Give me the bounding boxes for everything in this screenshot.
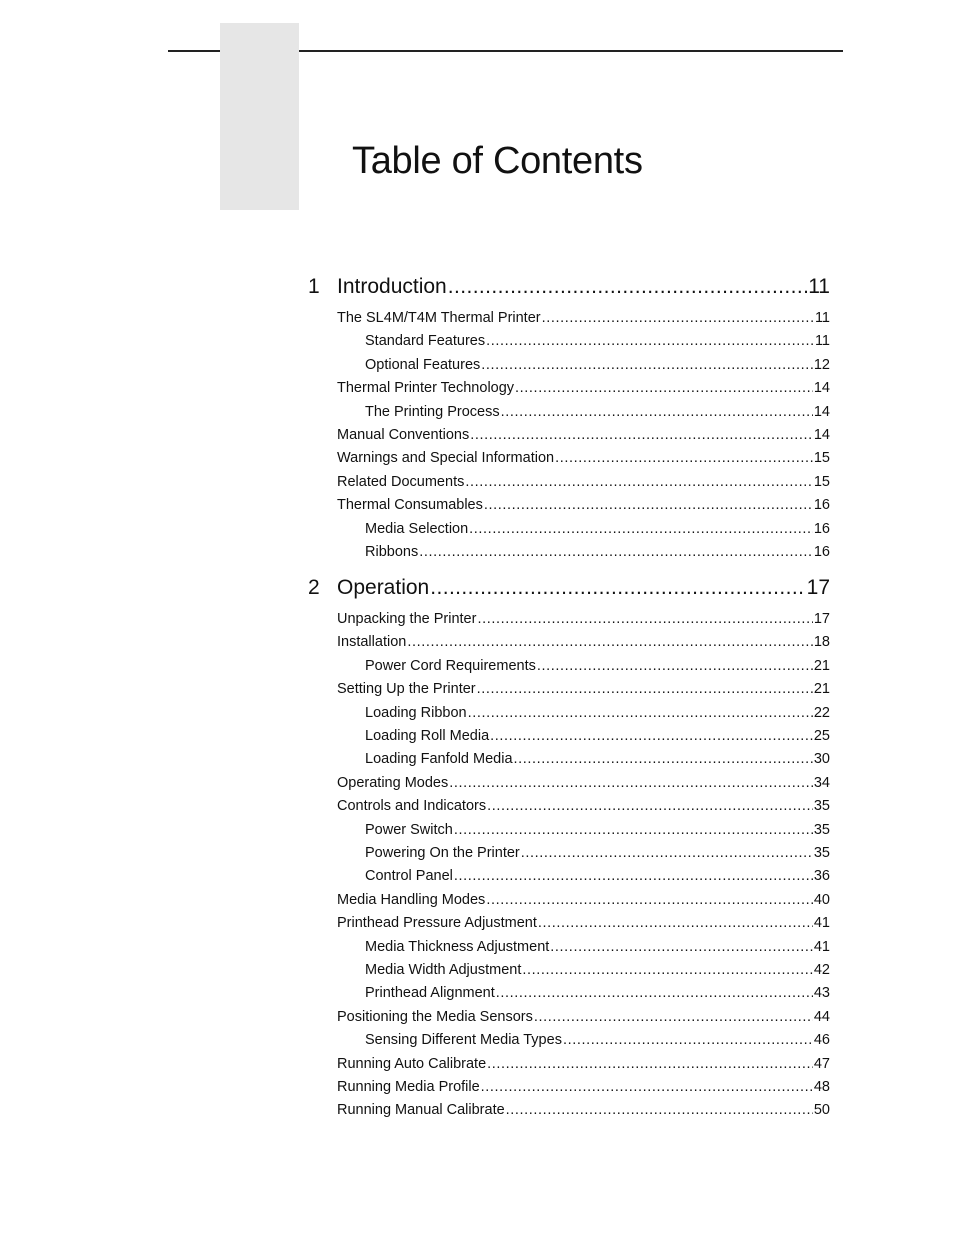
toc-entry[interactable] bbox=[337, 425, 830, 445]
toc-entry-label: Media Width Adjustment bbox=[365, 962, 522, 978]
toc-page-number: 17 bbox=[806, 576, 830, 599]
toc-entry[interactable] bbox=[365, 937, 830, 957]
toc-page-number: 35 bbox=[813, 821, 830, 838]
toc-entry-label: Power Cord Requirements bbox=[365, 657, 536, 674]
dot-leader bbox=[407, 632, 813, 652]
toc-entry[interactable] bbox=[365, 542, 830, 562]
toc-page-number: 18 bbox=[813, 634, 830, 651]
toc-page-number: 44 bbox=[813, 1008, 830, 1025]
toc-entry-label: Running Manual Calibrate bbox=[337, 1102, 505, 1119]
toc-entry-label: Running Auto Calibrate bbox=[337, 1055, 487, 1072]
dot-leader bbox=[514, 749, 813, 769]
chapter-tab-block bbox=[220, 23, 299, 210]
dot-leader bbox=[490, 726, 813, 746]
toc-entry-label: Powering On the Printer bbox=[365, 845, 520, 861]
toc-entry[interactable] bbox=[337, 609, 830, 629]
toc-page-number: 34 bbox=[813, 774, 830, 791]
toc-entry[interactable] bbox=[365, 960, 830, 980]
toc-page-number: 50 bbox=[813, 1102, 830, 1119]
dot-leader bbox=[538, 913, 813, 933]
toc-entry-label: Optional Features bbox=[365, 356, 481, 373]
toc-entry[interactable] bbox=[365, 355, 830, 375]
dot-leader bbox=[487, 1054, 813, 1074]
toc-entry[interactable] bbox=[337, 308, 830, 328]
header-rule-left bbox=[168, 50, 220, 52]
toc-page-number: 30 bbox=[813, 751, 830, 768]
toc-page-number: 40 bbox=[813, 891, 830, 908]
toc-entry-label: Controls and Indicators bbox=[337, 798, 487, 815]
toc-entry[interactable] bbox=[337, 679, 830, 699]
toc-entry[interactable] bbox=[365, 843, 830, 863]
toc-entry[interactable] bbox=[365, 402, 830, 422]
page-title: Table of Contents bbox=[352, 140, 643, 182]
toc-entry-label: Media Selection bbox=[365, 520, 469, 537]
toc-entry[interactable] bbox=[365, 820, 830, 840]
dot-leader bbox=[496, 983, 813, 1003]
toc-entry[interactable] bbox=[337, 1054, 830, 1074]
toc-entry-label: The SL4M/T4M Thermal Printer bbox=[337, 310, 541, 326]
dot-leader bbox=[419, 542, 813, 562]
toc-page-number: 41 bbox=[813, 915, 830, 932]
toc-entry[interactable] bbox=[337, 495, 830, 515]
dot-leader bbox=[481, 355, 813, 375]
dot-leader bbox=[477, 609, 812, 629]
toc-page-number: 16 bbox=[813, 497, 830, 514]
toc-entry-label: Thermal Consumables bbox=[337, 497, 483, 514]
toc-entry[interactable] bbox=[365, 331, 830, 351]
toc-entry-label: Manual Conventions bbox=[337, 427, 470, 443]
toc-entry[interactable] bbox=[365, 749, 830, 769]
toc-page-number: 21 bbox=[813, 657, 830, 674]
toc-entry-label: Installation bbox=[337, 634, 407, 651]
toc-page-number: 35 bbox=[813, 798, 830, 815]
toc-page-number: 11 bbox=[814, 333, 830, 350]
dot-leader bbox=[454, 866, 813, 886]
toc-entry-label: Operating Modes bbox=[337, 774, 449, 791]
dot-leader bbox=[465, 472, 813, 492]
toc-page-number: 47 bbox=[813, 1055, 830, 1072]
toc-entry-label: Loading Ribbon bbox=[365, 704, 467, 721]
toc-page-number: 17 bbox=[813, 611, 830, 627]
dot-leader bbox=[515, 378, 813, 398]
toc-page-number: 15 bbox=[813, 473, 830, 490]
toc-page-number: 42 bbox=[813, 962, 830, 978]
toc-entry[interactable] bbox=[337, 448, 830, 468]
toc-entry[interactable] bbox=[337, 913, 830, 933]
toc-entry[interactable] bbox=[337, 773, 830, 793]
dot-leader bbox=[468, 703, 813, 723]
dot-leader bbox=[534, 1007, 813, 1027]
toc-entry[interactable] bbox=[365, 1030, 830, 1050]
dot-leader bbox=[521, 843, 813, 863]
toc-entry-label: The Printing Process bbox=[365, 403, 500, 420]
dot-leader bbox=[486, 890, 813, 910]
toc-entry[interactable] bbox=[365, 656, 830, 676]
dot-leader bbox=[469, 519, 813, 539]
dot-leader bbox=[487, 796, 813, 816]
toc-page-number: 22 bbox=[813, 704, 830, 721]
toc-page-number: 41 bbox=[813, 938, 830, 955]
toc-entry-label: Media Thickness Adjustment bbox=[365, 938, 550, 955]
dot-leader bbox=[448, 274, 807, 300]
dot-leader bbox=[481, 1077, 813, 1097]
toc-entry[interactable] bbox=[337, 472, 830, 492]
toc-page-number: 12 bbox=[813, 356, 830, 373]
toc-entry-label: Warnings and Special Information bbox=[337, 450, 555, 467]
toc-entry-label: Ribbons bbox=[365, 544, 419, 560]
toc-entry-label: Control Panel bbox=[365, 868, 453, 885]
toc-entry[interactable] bbox=[365, 983, 830, 1003]
dot-leader bbox=[449, 773, 813, 793]
toc-chapter[interactable] bbox=[337, 575, 830, 601]
toc-entry[interactable] bbox=[337, 378, 830, 398]
dot-leader bbox=[563, 1030, 813, 1050]
toc-entry-label: Printhead Alignment bbox=[365, 985, 495, 1002]
toc-page-number: 21 bbox=[813, 681, 830, 698]
toc-chapter-number: 1 bbox=[308, 275, 320, 298]
toc-entry[interactable] bbox=[365, 866, 830, 886]
toc-entry[interactable] bbox=[337, 632, 830, 652]
dot-leader bbox=[522, 960, 813, 980]
dot-leader bbox=[430, 575, 805, 601]
toc-page-number: 11 bbox=[808, 275, 830, 298]
toc-entry-label: Sensing Different Media Types bbox=[365, 1032, 562, 1049]
toc-page-number: 16 bbox=[813, 544, 830, 560]
dot-leader bbox=[501, 402, 813, 422]
toc-entry-label: Power Switch bbox=[365, 821, 453, 838]
toc-chapter[interactable] bbox=[337, 274, 830, 300]
toc-entry[interactable] bbox=[337, 1077, 830, 1097]
toc-page-number: 25 bbox=[813, 728, 830, 744]
toc-entry[interactable] bbox=[365, 519, 830, 539]
toc-entry-label: Printhead Pressure Adjustment bbox=[337, 915, 537, 932]
toc-page-number: 46 bbox=[813, 1032, 830, 1049]
toc-page-number: 36 bbox=[813, 868, 830, 885]
dot-leader bbox=[555, 448, 813, 468]
toc-entry-label: Operation bbox=[337, 576, 430, 599]
toc-entry-label: Media Handling Modes bbox=[337, 891, 486, 908]
toc-entry[interactable] bbox=[337, 1007, 830, 1027]
toc-page-number: 14 bbox=[813, 427, 830, 443]
dot-leader bbox=[537, 656, 813, 676]
toc-page-number: 43 bbox=[813, 985, 830, 1002]
toc-page-number: 11 bbox=[814, 310, 830, 326]
toc-entry-label: Loading Roll Media bbox=[365, 728, 490, 744]
dot-leader bbox=[470, 425, 813, 445]
toc-entry-label: Positioning the Media Sensors bbox=[337, 1008, 533, 1025]
toc-page-number: 14 bbox=[813, 380, 830, 397]
dot-leader bbox=[484, 495, 813, 515]
toc-entry-label: Loading Fanfold Media bbox=[365, 751, 513, 768]
dot-leader bbox=[506, 1100, 813, 1120]
toc-entry-label: Standard Features bbox=[365, 333, 486, 350]
toc-entry-label: Running Media Profile bbox=[337, 1079, 480, 1095]
toc-entry-label: Thermal Printer Technology bbox=[337, 380, 515, 397]
dot-leader bbox=[477, 679, 813, 699]
toc-entry[interactable] bbox=[337, 890, 830, 910]
toc-page-number: 16 bbox=[813, 520, 830, 537]
toc-entry[interactable] bbox=[337, 796, 830, 816]
toc-entry-label: Introduction bbox=[337, 275, 447, 298]
toc-entry[interactable] bbox=[365, 703, 830, 723]
toc-entry-label: Setting Up the Printer bbox=[337, 681, 476, 698]
toc-page-number: 35 bbox=[813, 845, 830, 861]
toc-page-number: 15 bbox=[813, 450, 830, 467]
header-rule-right bbox=[299, 50, 843, 52]
toc-entry-label: Related Documents bbox=[337, 473, 465, 490]
dot-leader bbox=[454, 820, 813, 840]
dot-leader bbox=[550, 937, 813, 957]
toc-entry[interactable] bbox=[365, 726, 830, 746]
toc-page-number: 14 bbox=[813, 403, 830, 420]
toc-entry[interactable] bbox=[337, 1100, 830, 1120]
dot-leader bbox=[542, 308, 814, 328]
toc-chapter-number: 2 bbox=[308, 576, 320, 599]
dot-leader bbox=[486, 331, 814, 351]
toc-entry-label: Unpacking the Printer bbox=[337, 611, 477, 627]
toc-page-number: 48 bbox=[813, 1079, 830, 1095]
